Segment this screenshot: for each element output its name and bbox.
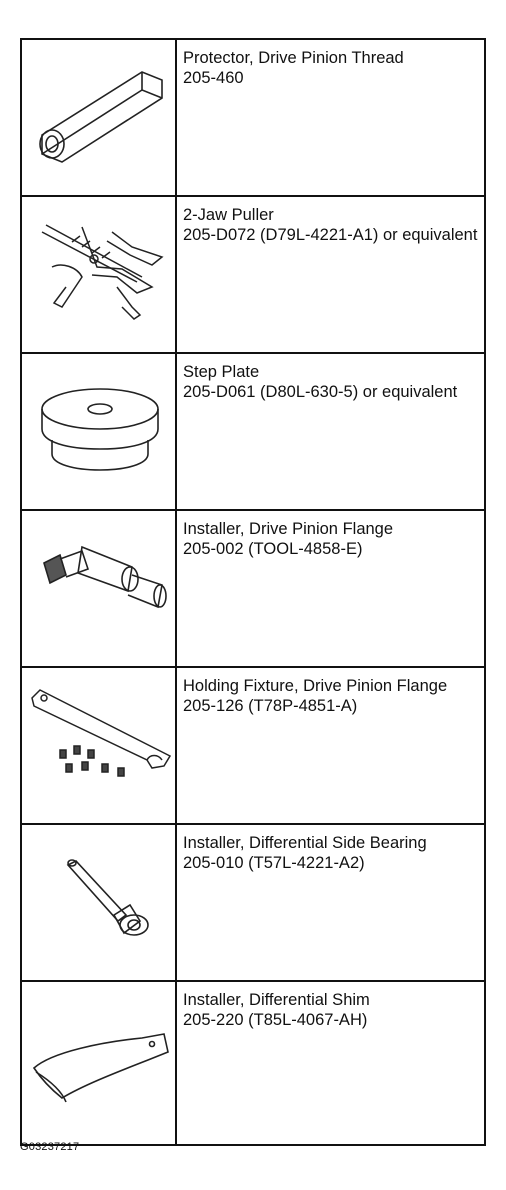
tool-description: [176, 196, 485, 353]
figure-id: G03237217: [20, 1141, 80, 1153]
side-bearing-installer-icon: [22, 825, 175, 980]
tool-image-cell: [21, 667, 176, 824]
tool-description: [176, 39, 485, 196]
table-row: [21, 39, 485, 196]
tool-image-cell: [21, 510, 176, 667]
tool-part-number: 205-010 (T57L-4221-A2): [183, 854, 365, 872]
table-row: [21, 353, 485, 510]
tool-description: [176, 981, 485, 1145]
tool-part-number: 205-002 (TOOL-4858-E): [183, 540, 363, 558]
tool-image-cell: [21, 196, 176, 353]
tool-part-number: 205-D072 (D79L-4221-A1) or equivalent: [183, 226, 478, 244]
tool-name: Step Plate: [183, 363, 260, 381]
two-jaw-puller-icon: [22, 197, 175, 352]
pinion-flange-installer-icon: [22, 511, 175, 666]
special-tools-table: [20, 38, 486, 1146]
tool-name: Holding Fixture, Drive Pinion Flange: [183, 677, 448, 695]
tool-image-cell: [21, 353, 176, 510]
tool-name: 2-Jaw Puller: [183, 206, 274, 224]
table-row: [21, 510, 485, 667]
tool-part-number: 205-460: [183, 69, 244, 87]
tool-image-cell: [21, 824, 176, 981]
tool-description: [176, 353, 485, 510]
holding-fixture-icon: [22, 668, 175, 823]
tool-part-number: 205-220 (T85L-4067-AH): [183, 1011, 368, 1029]
table-row: [21, 824, 485, 981]
tool-description: [176, 510, 485, 667]
table-row: [21, 667, 485, 824]
thread-protector-icon: [22, 40, 175, 195]
tool-name: Installer, Differential Shim: [183, 991, 370, 1009]
tool-image-cell: [21, 981, 176, 1145]
tool-part-number: 205-D061 (D80L-630-5) or equivalent: [183, 383, 458, 401]
tool-description: [176, 667, 485, 824]
tool-part-number: 205-126 (T78P-4851-A): [183, 697, 358, 715]
table-row: [21, 981, 485, 1145]
tool-name: Installer, Differential Side Bearing: [183, 834, 427, 852]
tool-name: Protector, Drive Pinion Thread: [183, 49, 404, 67]
step-plate-icon: [22, 354, 175, 509]
table-row: [21, 196, 485, 353]
tool-image-cell: [21, 39, 176, 196]
shim-installer-icon: [22, 982, 175, 1144]
tool-name: Installer, Drive Pinion Flange: [183, 520, 394, 538]
tool-description: [176, 824, 485, 981]
